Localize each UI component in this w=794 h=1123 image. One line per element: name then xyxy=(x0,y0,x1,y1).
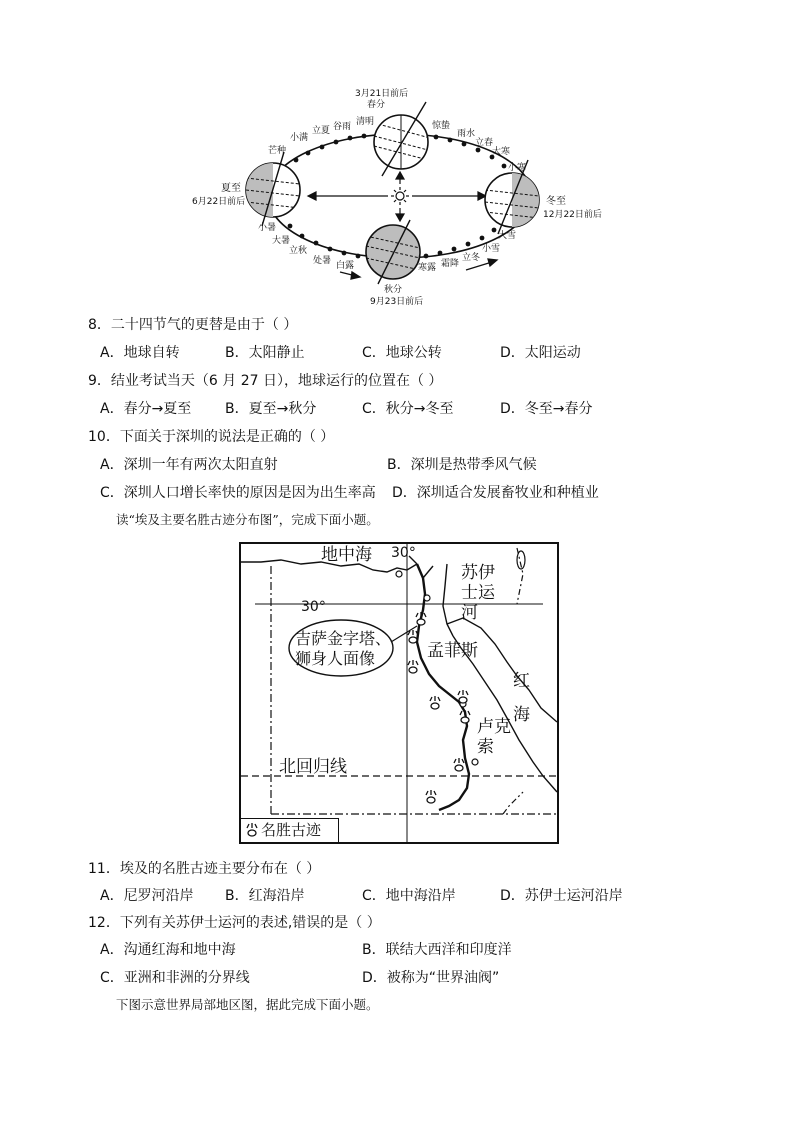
question-8-option-a[interactable]: A．地球自转 xyxy=(100,345,180,361)
point-spring: 春分 xyxy=(367,100,386,110)
question-10-option-a[interactable]: A．深圳一年有两次太阳直射 xyxy=(100,457,278,473)
label-red-1: 红 xyxy=(513,671,530,691)
term-dashu: 大暑 xyxy=(272,236,291,246)
term-qingming: 清明 xyxy=(356,117,375,127)
label-tropic: 北回归线 xyxy=(279,757,347,777)
question-8-option-d[interactable]: D．太阳运动 xyxy=(500,345,581,361)
term-lichun: 立春 xyxy=(475,138,494,148)
label-suez-3: 河 xyxy=(461,603,478,623)
term-yushui: 雨水 xyxy=(457,129,476,139)
point-summer: 夏至 xyxy=(221,183,241,194)
egypt-map xyxy=(239,542,559,844)
term-dahan: 大寒 xyxy=(492,147,511,157)
label-giza-1: 吉萨金字塔、 xyxy=(295,629,392,648)
question-12-option-d[interactable]: D．被称为“世界油阀” xyxy=(362,970,500,986)
date-winter: 12月22日前后 xyxy=(543,210,602,220)
earth-summer xyxy=(246,152,300,226)
legend-label: 名胜古迹 xyxy=(261,821,322,839)
label-lat-left: 30° xyxy=(301,599,326,615)
term-xiaohan: 小寒 xyxy=(508,163,527,173)
label-luxor-2: 索 xyxy=(477,737,494,757)
question-9-option-c[interactable]: C．秋分→冬至 xyxy=(362,401,454,417)
question-9-option-d[interactable]: D．冬至→春分 xyxy=(500,401,593,417)
date-summer: 6月22日前后 xyxy=(192,197,246,207)
map-legend xyxy=(241,818,339,842)
label-giza-2: 狮身人面像 xyxy=(295,649,376,668)
term-shuangjiang: 霜降 xyxy=(441,259,460,269)
term-xiaoxue: 小雪 xyxy=(482,244,501,254)
term-guyu: 谷雨 xyxy=(333,122,352,132)
label-memphis: 孟菲斯 xyxy=(427,641,478,661)
egypt-map-drawing xyxy=(241,544,557,842)
point-autumn: 秋分 xyxy=(384,285,403,295)
label-mediterranean: 地中海 xyxy=(321,545,372,565)
term-chushu: 处暑 xyxy=(313,256,332,266)
question-11-stem: 11．埃及的名胜古迹主要分布在（ ） xyxy=(88,861,321,877)
point-winter: 冬至 xyxy=(546,196,566,207)
map-intro: 读“埃及主要名胜古迹分布图”，完成下面小题。 xyxy=(116,512,379,527)
label-luxor-1: 卢克 xyxy=(477,717,511,737)
question-11-option-c[interactable]: C．地中海沿岸 xyxy=(362,888,456,904)
date-spring: 3月21日前后 xyxy=(355,89,409,99)
question-9-option-b[interactable]: B．夏至→秋分 xyxy=(225,401,317,417)
question-11-option-b[interactable]: B．红海沿岸 xyxy=(225,888,305,904)
sun-icon xyxy=(391,187,409,205)
term-mangzhong: 芒种 xyxy=(268,146,287,156)
question-8-stem: 8．二十四节气的更替是由于（ ） xyxy=(88,317,298,333)
date-autumn: 9月23日前后 xyxy=(370,297,424,307)
term-jingzhe: 惊蛰 xyxy=(432,121,451,131)
earth-spring xyxy=(374,102,431,176)
question-12-stem: 12．下列有关苏伊士运河的表述,错误的是（ ） xyxy=(88,915,381,931)
term-daxue: 大雪 xyxy=(498,231,517,241)
question-10-option-c[interactable]: C．深圳人口增长率快的原因是因为出生率高 xyxy=(100,485,376,501)
question-12-option-c[interactable]: C．亚洲和非洲的分界线 xyxy=(100,970,250,986)
term-liqiu: 立秋 xyxy=(289,246,308,256)
suez-canal xyxy=(443,564,453,636)
term-lidong: 立冬 xyxy=(462,253,481,263)
label-suez-2: 士运 xyxy=(461,583,495,603)
question-10-option-d[interactable]: D．深圳适合发展畜牧业和种植业 xyxy=(392,485,599,501)
term-xiaoshu: 小暑 xyxy=(258,223,277,233)
term-lixia: 立夏 xyxy=(312,126,331,136)
label-suez-1: 苏伊 xyxy=(461,563,495,583)
question-10-option-b[interactable]: B．深圳是热带季风气候 xyxy=(387,457,537,473)
question-8-option-b[interactable]: B．太阳静止 xyxy=(225,345,305,361)
question-12-option-a[interactable]: A．沟通红海和地中海 xyxy=(100,942,236,958)
term-hanlu: 寒露 xyxy=(418,263,437,273)
earth-orbit-figure xyxy=(180,80,620,310)
monument-legend-icon xyxy=(245,822,259,838)
term-bailu: 白露 xyxy=(336,261,355,271)
question-9-stem: 9．结业考试当天（6 月 27 日），地球运行的位置在（ ） xyxy=(88,373,443,389)
next-intro: 下图示意世界局部地区图，据此完成下面小题。 xyxy=(116,997,379,1012)
label-red-2: 海 xyxy=(513,705,530,725)
question-10-stem: 10．下面关于深圳的说法是正确的（ ） xyxy=(88,429,335,445)
question-9-option-a[interactable]: A．春分→夏至 xyxy=(100,401,192,417)
term-xiaoman: 小满 xyxy=(290,133,309,143)
question-8-option-c[interactable]: C．地球公转 xyxy=(362,345,442,361)
label-lat-top: 30° xyxy=(391,545,416,561)
earth-autumn xyxy=(366,220,420,284)
question-11-option-a[interactable]: A．尼罗河沿岸 xyxy=(100,888,194,904)
question-11-option-d[interactable]: D．苏伊士运河沿岸 xyxy=(500,888,623,904)
question-12-option-b[interactable]: B．联结大西洋和印度洋 xyxy=(362,942,512,958)
